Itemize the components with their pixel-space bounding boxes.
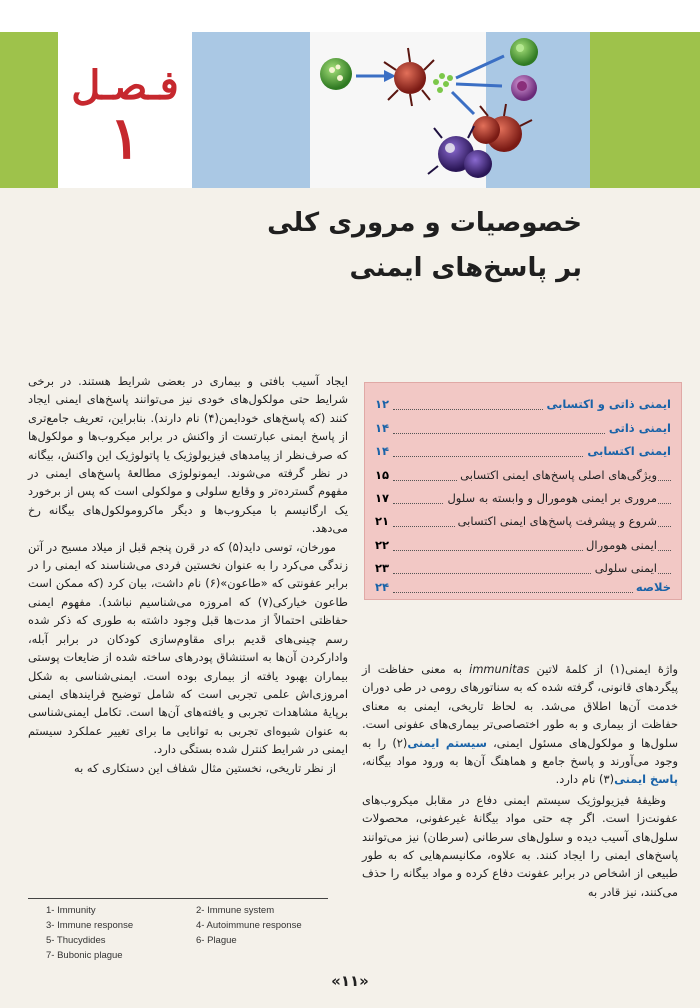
toc-item-overview[interactable]: مروری بر ایمنی هومورال و وابسته به سلول ۱۷ (375, 491, 671, 509)
chapter-word: فـصـل (71, 62, 179, 109)
arrow-2 (456, 56, 504, 78)
toc-item-innate-adaptive[interactable]: ایمنی ذاتی و اکتسابی ۱۲ (375, 397, 671, 411)
toc-item-summary[interactable]: خلاصه ۲۴ (375, 580, 671, 594)
toc-item-features[interactable]: ویژگی‌های اصلی پاسخ‌های ایمنی اکتسابی ۱۵ (375, 468, 671, 486)
immune-cells-illustration (318, 34, 548, 184)
chapter-contents-box (364, 382, 682, 600)
header-stripe-green-left (0, 32, 58, 188)
chapter-number: ۱ (109, 104, 141, 172)
term-immune-response: پاسخ ایمنی (614, 772, 678, 787)
footnote-6: 6- Plague (196, 935, 237, 946)
arrow-4 (452, 92, 474, 114)
toc-item-humoral[interactable]: ایمنی هومورال ۲۲ (375, 538, 671, 556)
left-paragraph-2: مورخان، توسی داید(۵) که در قرن پنجم قبل از میلاد مسیح در آتن زندگی می‌کرد را به عنوان نخستین فردی می‌شناسند که ایمنی را در برابر عفونتی که «طاعون»(۶) نام داشت، بیان کرد (که ممکن است طاعون خیارکی(۷) که امروزه می‌شناسیم نباشد). مفهوم ایمنی حفاظتی احتمالاً از مدت‌ها قبل وجود داشته به طوری که ذکر شده رسم چینی‌های قدیم برای مقاوم‌سازی کودکان در برابر آبله، وادارکردن آن‌ها به استنشاق پودرهای ساخته شده از ضایعات پوستی بیماران بهبود یافته از بیماری بوده است. ایمنی‌شناسی به شکل امروزی‌اش علمی تجربی است که شامل توضیح فرایندهای ایمنی برپایهٔ مشاهدات تجربی و یافته‌های آن‌ها است. تکامل ایمنی‌شناسی به عنوان شیوه‌ای تجربی به توانایی ما برای تغییر عملکرد سیستم ایمنی در شرایط کنترل شده بستگی دارد. (28, 539, 348, 757)
green-cell-left (320, 58, 352, 90)
right-text-column (362, 660, 678, 901)
footnote-4: 4- Autoimmune response (196, 920, 302, 931)
arrow-3 (456, 84, 502, 86)
left-paragraph-1: ایجاد آسیب بافتی و بیماری در بعضی شرایط هستند. در برخی شرایط حتی مولکول‌های خودی نیز می‌توانند پاسخ‌های ایمنی ایجاد کنند (که پاسخ‌های خودایمن(۴) نام دارند). بنابراین، تعریف جامع‌تری از پاسخ ایمنی عبارتست از واکنش در برابر میکروب‌ها و مولکول‌ها که صرف‌نظر از پیامدهای فیزیولوژیک یا پاتولوژیک این واکنش، بیگانه در نظر گرفته می‌شوند. ایمونولوژی مطالعهٔ پاسخ‌های ایمنی در مفهوم گسترده‌تر و وقایع سلولی و مولکولی است که پس از برخورد یک ارگانیسم با میکروب‌ها و دیگر ماکرومولکول‌های بیگانه رخ می‌دهد. (28, 374, 348, 536)
right-paragraph-1: واژهٔ ایمنی(۱) از کلمهٔ لاتین immunitas به معنی حفاظت از پیگردهای قانونی، گرفته شده که به سناتورهای رومی در طی دوران خدمت آن‌ها اطلاق می‌شد. به لحاظ تاریخی، ایمنی به معنای حفاظت از بیماری و به طور اختصاصی‌تر بیماری‌های عفونی است. سلول‌ها و مولکول‌های مسئول ایمنی، سیستم ایمنی(۲) را به وجود می‌آورند و پاسخ جامع و هماهنگ آن‌ها به ورود مواد بیگانه، پاسخ ایمنی(۳) نام دارد. (362, 662, 679, 787)
toc-item-adaptive[interactable]: ایمنی اکتسابی ۱۴ (375, 444, 671, 458)
toc-item-initiation[interactable]: شروع و پیشرفت پاسخ‌های ایمنی اکتسابی ۲۱ (375, 514, 671, 532)
footnote-1: 1- Immunity (46, 905, 96, 916)
left-paragraph-3: از نظر تاریخی، نخستین مثال شفاف این دستکاری که به (73, 760, 336, 775)
header-stripe-blue-left (192, 32, 310, 188)
toc-item-innate[interactable]: ایمنی ذاتی ۱۴ (375, 421, 671, 435)
footnote-3: 3- Immune response (46, 920, 134, 931)
right-paragraph-2: وظیفهٔ فیزیولوژیک سیستم ایمنی دفاع در مقابل میکروب‌های عفونت‌زا است. اگر چه حتی مواد بیگانهٔ غیرعفونی، محصولات سلول‌های آسیب دیده و سلول‌های سرطانی (سرطان) نیز می‌توانند پاسخ‌های ایمنی را ایجاد کنند. به علاوه، مکانیسم‌هایی که به طور طبیعی از اشخاص در برابر عفونت دفاع کرده و مواد بیگانه را حذف می‌کنند، نیز قادر به (362, 792, 678, 899)
red-cell-cluster (472, 104, 532, 152)
latin-term: immunitas (469, 662, 530, 676)
footnote-7: 7- Bubonic plague (46, 950, 123, 961)
chapter-title-line-2: بر پاسخ‌های ایمنی (349, 253, 582, 283)
chapter-title-line-1: خصوصیات و مروری کلی (267, 208, 582, 238)
footnote-2: 2- Immune system (196, 905, 275, 916)
toc-item-cellular[interactable]: ایمنی سلولی ۲۳ (375, 561, 671, 579)
header-stripe-green-right (590, 32, 700, 188)
term-immune-system: سیستم ایمنی (407, 735, 487, 750)
page-number: «۱۱» (331, 972, 369, 990)
footnote-divider (28, 898, 328, 899)
footnote-5: 5- Thucydides (46, 935, 106, 946)
antigen-particles (433, 73, 453, 93)
left-text-column (28, 372, 348, 777)
green-cell-top-right (510, 38, 538, 66)
pink-cell-right (511, 75, 537, 101)
